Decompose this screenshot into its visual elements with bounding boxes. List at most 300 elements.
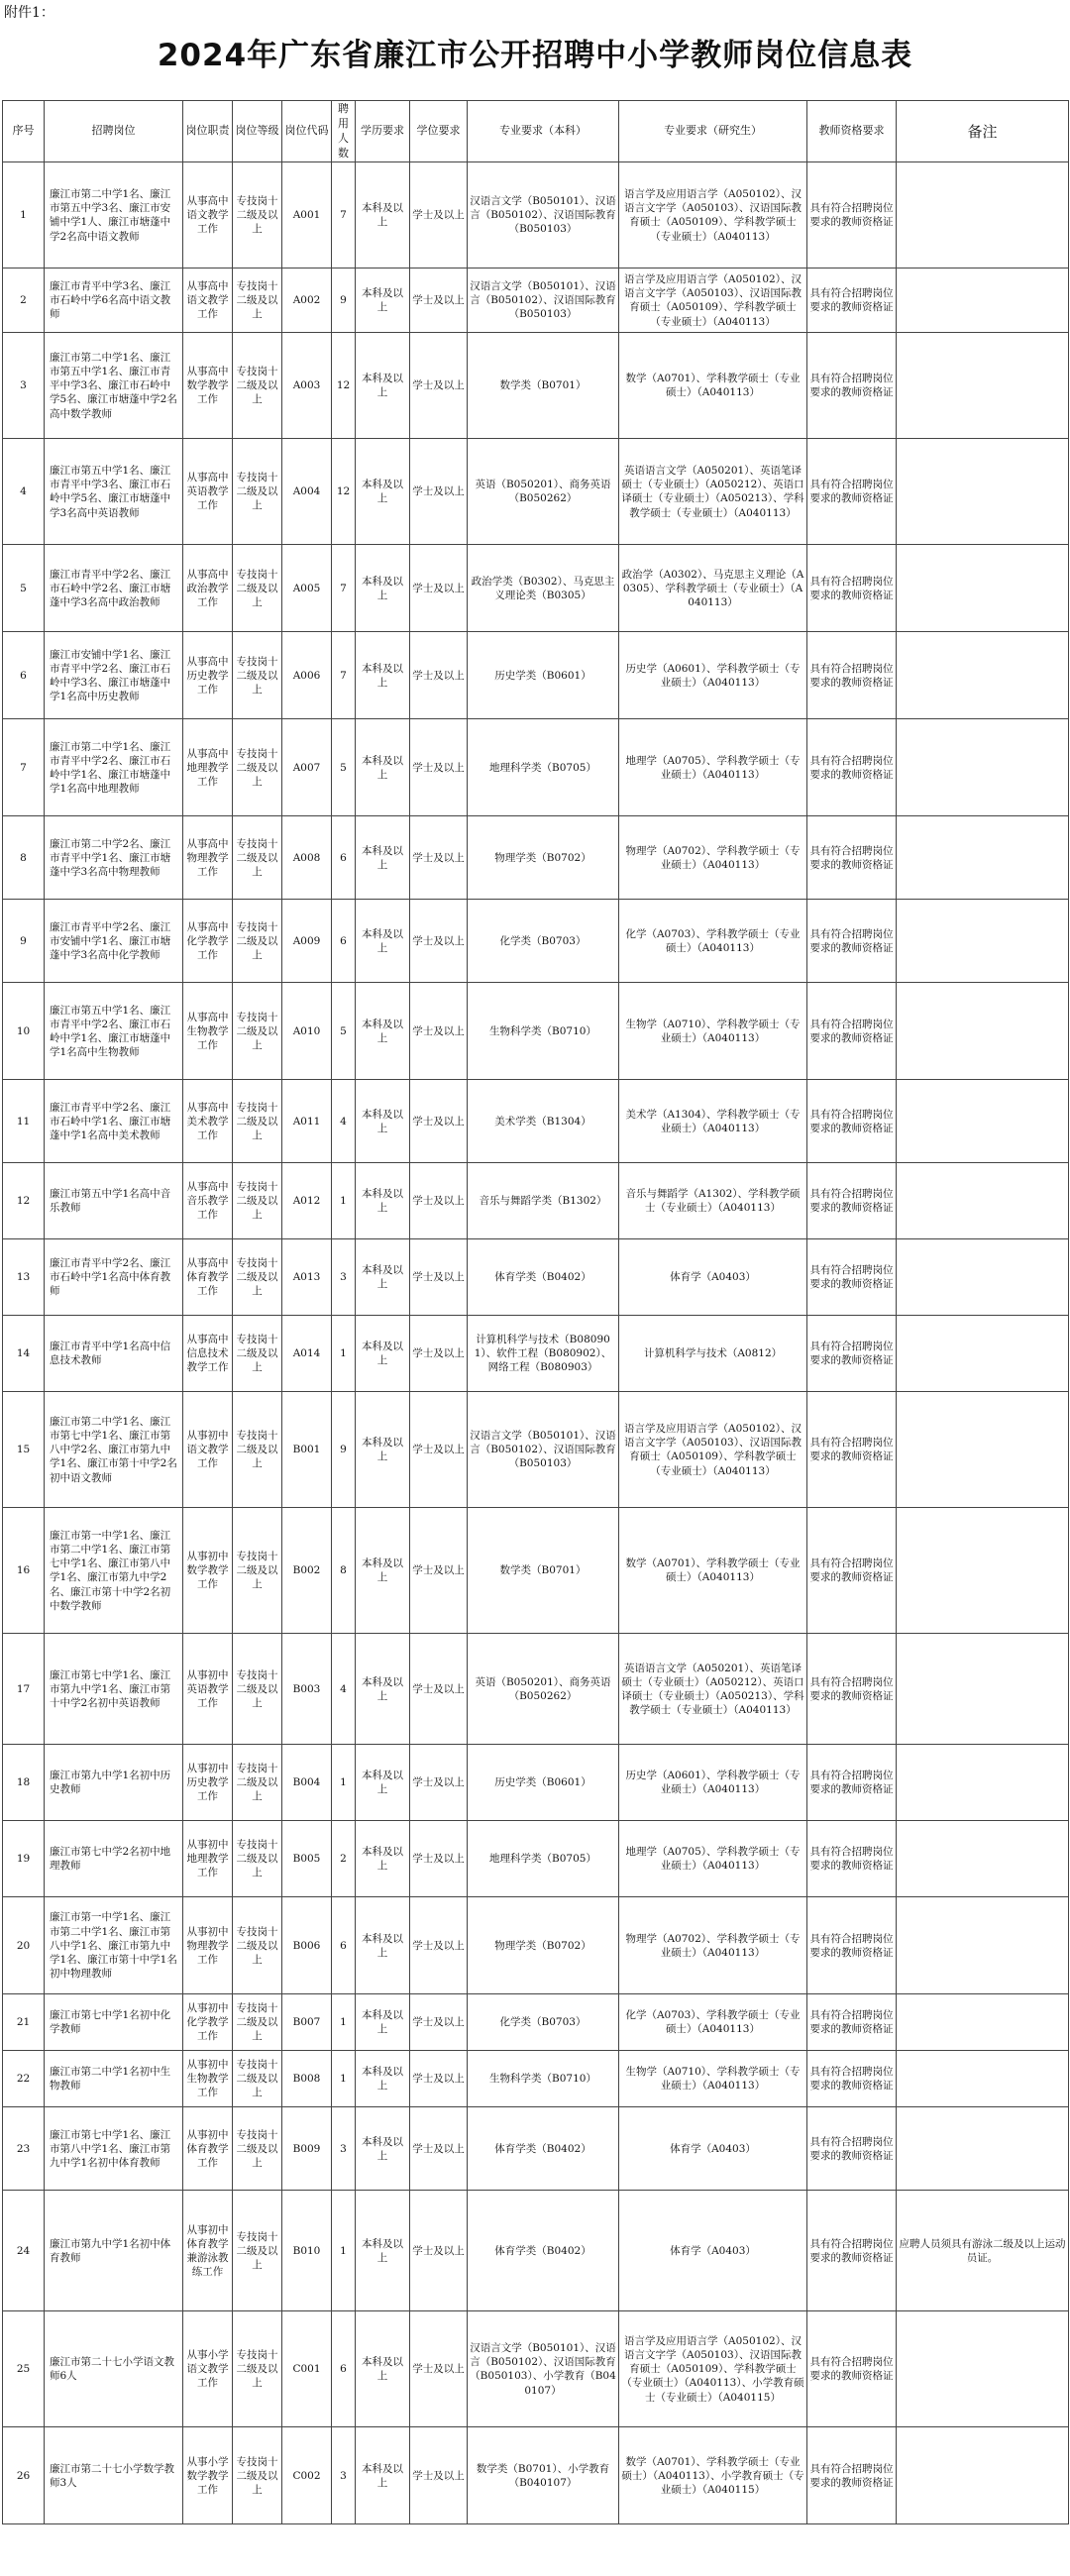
cell-remark bbox=[897, 2051, 1069, 2107]
cell-duty: 从事高中地理教学工作 bbox=[183, 719, 233, 816]
annex-label: 附件1： bbox=[4, 5, 54, 21]
cell-major-pg: 美术学（A1304）、学科教学硕士（专业硕士）（A040113） bbox=[619, 1080, 807, 1163]
cell-major-ug: 生物科学类（B0710） bbox=[468, 2051, 619, 2107]
cell-no: 3 bbox=[3, 333, 45, 439]
cell-code: B002 bbox=[282, 1508, 332, 1634]
cell-edu: 本科及以上 bbox=[356, 1239, 410, 1316]
table-row bbox=[3, 162, 1069, 268]
cell-cert: 具有符合招聘岗位要求的教师资格证 bbox=[807, 1239, 897, 1316]
cell-edu: 本科及以上 bbox=[356, 1994, 410, 2051]
cell-edu: 本科及以上 bbox=[356, 1316, 410, 1392]
cell-remark bbox=[897, 1897, 1069, 1994]
cell-major-ug: 地理科学类（B0705） bbox=[468, 719, 619, 816]
cell-no: 7 bbox=[3, 719, 45, 816]
cell-no: 11 bbox=[3, 1080, 45, 1163]
cell-post: 廉江市第二中学1名初中生物教师 bbox=[45, 2051, 183, 2107]
cell-cert: 具有符合招聘岗位要求的教师资格证 bbox=[807, 1163, 897, 1239]
cell-remark bbox=[897, 900, 1069, 983]
table-row bbox=[3, 2107, 1069, 2191]
cell-code: A008 bbox=[282, 816, 332, 900]
cell-level: 专技岗十二级及以上 bbox=[233, 2191, 282, 2311]
cell-major-ug: 汉语言文学（B050101）、汉语言（B050102）、汉语国际教育（B050103） bbox=[468, 268, 619, 333]
cell-cert: 具有符合招聘岗位要求的教师资格证 bbox=[807, 2107, 897, 2191]
cell-cert: 具有符合招聘岗位要求的教师资格证 bbox=[807, 268, 897, 333]
header-post: 招聘岗位 bbox=[45, 101, 183, 162]
cell-count: 5 bbox=[332, 719, 356, 816]
cell-level: 专技岗十二级及以上 bbox=[233, 2051, 282, 2107]
cell-major-pg: 体育学（A0403） bbox=[619, 2107, 807, 2191]
cell-no: 26 bbox=[3, 2427, 45, 2524]
cell-edu: 本科及以上 bbox=[356, 545, 410, 632]
cell-level: 专技岗十二级及以上 bbox=[233, 1634, 282, 1745]
cell-count: 12 bbox=[332, 333, 356, 439]
cell-level: 专技岗十二级及以上 bbox=[233, 983, 282, 1080]
cell-code: A002 bbox=[282, 268, 332, 333]
cell-duty: 从事高中历史教学工作 bbox=[183, 632, 233, 719]
cell-code: A005 bbox=[282, 545, 332, 632]
table-body bbox=[3, 162, 1069, 2524]
cell-level: 专技岗十二级及以上 bbox=[233, 2427, 282, 2524]
cell-major-pg: 体育学（A0403） bbox=[619, 1239, 807, 1316]
table-row bbox=[3, 1994, 1069, 2051]
cell-remark: 应聘人员须具有游泳二级及以上运动员证。 bbox=[897, 2191, 1069, 2311]
cell-major-ug: 化学类（B0703） bbox=[468, 1994, 619, 2051]
cell-cert: 具有符合招聘岗位要求的教师资格证 bbox=[807, 1745, 897, 1821]
cell-level: 专技岗十二级及以上 bbox=[233, 1239, 282, 1316]
cell-degree: 学士及以上 bbox=[410, 1745, 468, 1821]
cell-level: 专技岗十二级及以上 bbox=[233, 1316, 282, 1392]
cell-major-ug: 英语（B050201）、商务英语（B050262） bbox=[468, 439, 619, 545]
cell-no: 1 bbox=[3, 162, 45, 268]
cell-edu: 本科及以上 bbox=[356, 1634, 410, 1745]
cell-level: 专技岗十二级及以上 bbox=[233, 545, 282, 632]
cell-remark bbox=[897, 1634, 1069, 1745]
cell-degree: 学士及以上 bbox=[410, 983, 468, 1080]
table-row bbox=[3, 632, 1069, 719]
cell-remark bbox=[897, 983, 1069, 1080]
cell-post: 廉江市第二十七小学语文教师6人 bbox=[45, 2311, 183, 2427]
cell-degree: 学士及以上 bbox=[410, 2191, 468, 2311]
cell-level: 专技岗十二级及以上 bbox=[233, 268, 282, 333]
cell-edu: 本科及以上 bbox=[356, 1163, 410, 1239]
cell-no: 8 bbox=[3, 816, 45, 900]
table-row bbox=[3, 900, 1069, 983]
cell-count: 7 bbox=[332, 632, 356, 719]
cell-count: 9 bbox=[332, 1392, 356, 1508]
cell-no: 16 bbox=[3, 1508, 45, 1634]
cell-remark bbox=[897, 1994, 1069, 2051]
cell-major-ug: 生物科学类（B0710） bbox=[468, 983, 619, 1080]
cell-degree: 学士及以上 bbox=[410, 2051, 468, 2107]
table-row bbox=[3, 983, 1069, 1080]
cell-cert: 具有符合招聘岗位要求的教师资格证 bbox=[807, 1994, 897, 2051]
cell-major-pg: 语言学及应用语言学（A050102）、汉语言文字学（A050103）、汉语国际教育硕士（A050109）、学科教学硕士（专业硕士）（A040113） bbox=[619, 1392, 807, 1508]
cell-major-ug: 体育学类（B0402） bbox=[468, 2107, 619, 2191]
cell-major-pg: 生物学（A0710）、学科教学硕士（专业硕士）（A040113） bbox=[619, 983, 807, 1080]
cell-code: B004 bbox=[282, 1745, 332, 1821]
cell-duty: 从事初中英语教学工作 bbox=[183, 1634, 233, 1745]
cell-count: 6 bbox=[332, 900, 356, 983]
cell-code: B007 bbox=[282, 1994, 332, 2051]
cell-edu: 本科及以上 bbox=[356, 2051, 410, 2107]
cell-cert: 具有符合招聘岗位要求的教师资格证 bbox=[807, 1634, 897, 1745]
cell-remark bbox=[897, 2107, 1069, 2191]
cell-degree: 学士及以上 bbox=[410, 1821, 468, 1897]
cell-level: 专技岗十二级及以上 bbox=[233, 1994, 282, 2051]
cell-post: 廉江市第二中学1名、廉江市青平中学2名、廉江市石岭中学1名、廉江市塘蓬中学1名高中地理教师 bbox=[45, 719, 183, 816]
cell-count: 2 bbox=[332, 1821, 356, 1897]
cell-code: C001 bbox=[282, 2311, 332, 2427]
cell-duty: 从事初中历史教学工作 bbox=[183, 1745, 233, 1821]
cell-level: 专技岗十二级及以上 bbox=[233, 333, 282, 439]
cell-major-pg: 历史学（A0601）、学科教学硕士（专业硕士）（A040113） bbox=[619, 632, 807, 719]
cell-edu: 本科及以上 bbox=[356, 439, 410, 545]
cell-duty: 从事初中生物教学工作 bbox=[183, 2051, 233, 2107]
cell-major-pg: 地理学（A0705）、学科教学硕士（专业硕士）（A040113） bbox=[619, 719, 807, 816]
cell-remark bbox=[897, 545, 1069, 632]
cell-count: 1 bbox=[332, 1163, 356, 1239]
cell-level: 专技岗十二级及以上 bbox=[233, 1508, 282, 1634]
header-degree: 学位要求 bbox=[410, 101, 468, 162]
cell-degree: 学士及以上 bbox=[410, 1316, 468, 1392]
cell-cert: 具有符合招聘岗位要求的教师资格证 bbox=[807, 2427, 897, 2524]
cell-level: 专技岗十二级及以上 bbox=[233, 1392, 282, 1508]
cell-degree: 学士及以上 bbox=[410, 2311, 468, 2427]
header-edu: 学历要求 bbox=[356, 101, 410, 162]
cell-edu: 本科及以上 bbox=[356, 1821, 410, 1897]
cell-post: 廉江市青平中学2名、廉江市石岭中学2名、廉江市塘蓬中学3名高中政治教师 bbox=[45, 545, 183, 632]
cell-count: 8 bbox=[332, 1508, 356, 1634]
cell-degree: 学士及以上 bbox=[410, 2427, 468, 2524]
cell-no: 17 bbox=[3, 1634, 45, 1745]
cell-cert: 具有符合招聘岗位要求的教师资格证 bbox=[807, 333, 897, 439]
cell-count: 7 bbox=[332, 162, 356, 268]
cell-remark bbox=[897, 439, 1069, 545]
cell-code: A007 bbox=[282, 719, 332, 816]
cell-duty: 从事高中政治教学工作 bbox=[183, 545, 233, 632]
cell-remark bbox=[897, 1080, 1069, 1163]
cell-remark bbox=[897, 1508, 1069, 1634]
cell-post: 廉江市青平中学2名、廉江市安铺中学1名、廉江市塘蓬中学3名高中化学教师 bbox=[45, 900, 183, 983]
cell-degree: 学士及以上 bbox=[410, 632, 468, 719]
cell-major-pg: 语言学及应用语言学（A050102）、汉语言文字学（A050103）、汉语国际教育硕士（A050109）、学科教学硕士（专业硕士）（A040113）、小学教育硕士（专业硕士）（A040115） bbox=[619, 2311, 807, 2427]
cell-degree: 学士及以上 bbox=[410, 545, 468, 632]
header-cert: 教师资格要求 bbox=[807, 101, 897, 162]
header-duty: 岗位职责 bbox=[183, 101, 233, 162]
header-remark: 备注 bbox=[897, 101, 1069, 162]
cell-degree: 学士及以上 bbox=[410, 1897, 468, 1994]
cell-degree: 学士及以上 bbox=[410, 1080, 468, 1163]
cell-major-ug: 汉语言文学（B050101）、汉语言（B050102）、汉语国际教育（B050103）、小学教育（B040107） bbox=[468, 2311, 619, 2427]
cell-no: 4 bbox=[3, 439, 45, 545]
cell-count: 9 bbox=[332, 268, 356, 333]
cell-count: 3 bbox=[332, 2107, 356, 2191]
cell-major-ug: 体育学类（B0402） bbox=[468, 2191, 619, 2311]
cell-degree: 学士及以上 bbox=[410, 162, 468, 268]
cell-cert: 具有符合招聘岗位要求的教师资格证 bbox=[807, 2311, 897, 2427]
cell-duty: 从事初中体育教学兼游泳教练工作 bbox=[183, 2191, 233, 2311]
table-row bbox=[3, 2427, 1069, 2524]
cell-major-pg: 生物学（A0710）、学科教学硕士（专业硕士）（A040113） bbox=[619, 2051, 807, 2107]
cell-major-pg: 体育学（A0403） bbox=[619, 2191, 807, 2311]
cell-level: 专技岗十二级及以上 bbox=[233, 439, 282, 545]
cell-code: B003 bbox=[282, 1634, 332, 1745]
cell-major-pg: 语言学及应用语言学（A050102）、汉语言文字学（A050103）、汉语国际教育硕士（A050109）、学科教学硕士（专业硕士）（A040113） bbox=[619, 162, 807, 268]
cell-edu: 本科及以上 bbox=[356, 162, 410, 268]
cell-duty: 从事高中语文教学工作 bbox=[183, 162, 233, 268]
cell-degree: 学士及以上 bbox=[410, 900, 468, 983]
cell-no: 22 bbox=[3, 2051, 45, 2107]
cell-major-ug: 英语（B050201）、商务英语（B050262） bbox=[468, 1634, 619, 1745]
cell-count: 6 bbox=[332, 1897, 356, 1994]
cell-edu: 本科及以上 bbox=[356, 2107, 410, 2191]
cell-code: B001 bbox=[282, 1392, 332, 1508]
cell-degree: 学士及以上 bbox=[410, 719, 468, 816]
cell-major-pg: 计算机科学与技术（A0812） bbox=[619, 1316, 807, 1392]
cell-duty: 从事高中物理教学工作 bbox=[183, 816, 233, 900]
cell-remark bbox=[897, 2311, 1069, 2427]
cell-edu: 本科及以上 bbox=[356, 1080, 410, 1163]
cell-cert: 具有符合招聘岗位要求的教师资格证 bbox=[807, 632, 897, 719]
header-count: 聘用人数 bbox=[332, 101, 356, 162]
cell-remark bbox=[897, 1316, 1069, 1392]
cell-level: 专技岗十二级及以上 bbox=[233, 1745, 282, 1821]
cell-post: 廉江市第二中学2名、廉江市青平中学1名、廉江市塘蓬中学3名高中物理教师 bbox=[45, 816, 183, 900]
table-row bbox=[3, 1239, 1069, 1316]
cell-post: 廉江市青平中学3名、廉江市石岭中学6名高中语文教师 bbox=[45, 268, 183, 333]
cell-remark bbox=[897, 2427, 1069, 2524]
table-row bbox=[3, 439, 1069, 545]
cell-count: 1 bbox=[332, 1745, 356, 1821]
header-level: 岗位等级 bbox=[233, 101, 282, 162]
cell-edu: 本科及以上 bbox=[356, 1392, 410, 1508]
cell-post: 廉江市第二中学1名、廉江市第七中学1名、廉江市第八中学2名、廉江市第九中学1名、廉江市第十中学2名初中语文教师 bbox=[45, 1392, 183, 1508]
cell-duty: 从事初中体育教学工作 bbox=[183, 2107, 233, 2191]
table-row bbox=[3, 333, 1069, 439]
cell-edu: 本科及以上 bbox=[356, 2311, 410, 2427]
cell-post: 廉江市第二中学1名、廉江市第五中学3名、廉江市安铺中学1人、廉江市塘蓬中学2名高中语文教师 bbox=[45, 162, 183, 268]
table-row bbox=[3, 1392, 1069, 1508]
table-row bbox=[3, 1745, 1069, 1821]
header-major-ug: 专业要求（本科） bbox=[468, 101, 619, 162]
cell-count: 4 bbox=[332, 1634, 356, 1745]
cell-no: 2 bbox=[3, 268, 45, 333]
cell-degree: 学士及以上 bbox=[410, 816, 468, 900]
cell-edu: 本科及以上 bbox=[356, 268, 410, 333]
cell-post: 廉江市第七中学1名初中化学教师 bbox=[45, 1994, 183, 2051]
cell-count: 1 bbox=[332, 1316, 356, 1392]
cell-code: C002 bbox=[282, 2427, 332, 2524]
cell-cert: 具有符合招聘岗位要求的教师资格证 bbox=[807, 1316, 897, 1392]
cell-major-ug: 历史学类（B0601） bbox=[468, 1745, 619, 1821]
cell-degree: 学士及以上 bbox=[410, 1163, 468, 1239]
cell-edu: 本科及以上 bbox=[356, 2191, 410, 2311]
cell-cert: 具有符合招聘岗位要求的教师资格证 bbox=[807, 719, 897, 816]
cell-cert: 具有符合招聘岗位要求的教师资格证 bbox=[807, 2191, 897, 2311]
cell-edu: 本科及以上 bbox=[356, 719, 410, 816]
cell-remark bbox=[897, 719, 1069, 816]
table-row bbox=[3, 1316, 1069, 1392]
cell-degree: 学士及以上 bbox=[410, 1392, 468, 1508]
cell-remark bbox=[897, 1745, 1069, 1821]
cell-level: 专技岗十二级及以上 bbox=[233, 162, 282, 268]
cell-major-ug: 汉语言文学（B050101）、汉语言（B050102）、汉语国际教育（B050103） bbox=[468, 1392, 619, 1508]
cell-duty: 从事高中美术教学工作 bbox=[183, 1080, 233, 1163]
cell-duty: 从事高中信息技术教学工作 bbox=[183, 1316, 233, 1392]
cell-major-pg: 音乐与舞蹈学（A1302）、学科教学硕士（专业硕士）（A040113） bbox=[619, 1163, 807, 1239]
cell-level: 专技岗十二级及以上 bbox=[233, 816, 282, 900]
cell-edu: 本科及以上 bbox=[356, 1897, 410, 1994]
cell-post: 廉江市第二十七小学数学教师3人 bbox=[45, 2427, 183, 2524]
cell-count: 6 bbox=[332, 2311, 356, 2427]
cell-count: 6 bbox=[332, 816, 356, 900]
cell-duty: 从事小学语文教学工作 bbox=[183, 2311, 233, 2427]
cell-post: 廉江市第五中学1名高中音乐教师 bbox=[45, 1163, 183, 1239]
cell-code: A010 bbox=[282, 983, 332, 1080]
cell-degree: 学士及以上 bbox=[410, 1508, 468, 1634]
table-row bbox=[3, 1897, 1069, 1994]
cell-count: 1 bbox=[332, 2191, 356, 2311]
cell-cert: 具有符合招聘岗位要求的教师资格证 bbox=[807, 900, 897, 983]
cell-degree: 学士及以上 bbox=[410, 268, 468, 333]
cell-level: 专技岗十二级及以上 bbox=[233, 2311, 282, 2427]
cell-code: A011 bbox=[282, 1080, 332, 1163]
cell-count: 3 bbox=[332, 2427, 356, 2524]
cell-remark bbox=[897, 1239, 1069, 1316]
cell-cert: 具有符合招聘岗位要求的教师资格证 bbox=[807, 2051, 897, 2107]
cell-major-pg: 英语语言文学（A050201）、英语笔译硕士（专业硕士）（A050212）、英语口译硕士（专业硕士）（A050213）、学科教学硕士（专业硕士）（A040113） bbox=[619, 439, 807, 545]
cell-post: 廉江市青平中学2名、廉江市石岭中学1名、廉江市塘蓬中学1名高中美术教师 bbox=[45, 1080, 183, 1163]
cell-cert: 具有符合招聘岗位要求的教师资格证 bbox=[807, 1821, 897, 1897]
cell-edu: 本科及以上 bbox=[356, 2427, 410, 2524]
cell-major-pg: 英语语言文学（A050201）、英语笔译硕士（专业硕士）（A050212）、英语口译硕士（专业硕士）（A050213）、学科教学硕士（专业硕士）（A040113） bbox=[619, 1634, 807, 1745]
cell-major-pg: 物理学（A0702）、学科教学硕士（专业硕士）（A040113） bbox=[619, 816, 807, 900]
table-row bbox=[3, 719, 1069, 816]
cell-major-pg: 化学（A0703）、学科教学硕士（专业硕士）（A040113） bbox=[619, 900, 807, 983]
cell-no: 23 bbox=[3, 2107, 45, 2191]
table-row bbox=[3, 2051, 1069, 2107]
cell-code: A009 bbox=[282, 900, 332, 983]
cell-major-pg: 化学（A0703）、学科教学硕士（专业硕士）（A040113） bbox=[619, 1994, 807, 2051]
cell-edu: 本科及以上 bbox=[356, 816, 410, 900]
cell-code: A003 bbox=[282, 333, 332, 439]
cell-cert: 具有符合招聘岗位要求的教师资格证 bbox=[807, 162, 897, 268]
cell-duty: 从事初中物理教学工作 bbox=[183, 1897, 233, 1994]
cell-degree: 学士及以上 bbox=[410, 1994, 468, 2051]
cell-no: 6 bbox=[3, 632, 45, 719]
cell-degree: 学士及以上 bbox=[410, 333, 468, 439]
cell-major-ug: 地理科学类（B0705） bbox=[468, 1821, 619, 1897]
cell-major-pg: 语言学及应用语言学（A050102）、汉语言文字学（A050103）、汉语国际教育硕士（A050109）、学科教学硕士（专业硕士）（A040113） bbox=[619, 268, 807, 333]
cell-remark bbox=[897, 268, 1069, 333]
cell-duty: 从事高中数学教学工作 bbox=[183, 333, 233, 439]
cell-post: 廉江市第五中学1名、廉江市青平中学2名、廉江市石岭中学1名、廉江市塘蓬中学1名高中生物教师 bbox=[45, 983, 183, 1080]
cell-major-pg: 政治学（A0302）、马克思主义理论（A0305）、学科教学硕士（专业硕士）（A040113） bbox=[619, 545, 807, 632]
cell-major-ug: 数学类（B0701） bbox=[468, 333, 619, 439]
cell-edu: 本科及以上 bbox=[356, 983, 410, 1080]
cell-count: 7 bbox=[332, 545, 356, 632]
cell-level: 专技岗十二级及以上 bbox=[233, 900, 282, 983]
cell-no: 18 bbox=[3, 1745, 45, 1821]
cell-major-pg: 数学（A0701）、学科教学硕士（专业硕士）（A040113）、小学教育硕士（专业硕士）（A040115） bbox=[619, 2427, 807, 2524]
cell-no: 14 bbox=[3, 1316, 45, 1392]
cell-remark bbox=[897, 162, 1069, 268]
cell-no: 10 bbox=[3, 983, 45, 1080]
cell-edu: 本科及以上 bbox=[356, 1508, 410, 1634]
cell-duty: 从事高中英语教学工作 bbox=[183, 439, 233, 545]
cell-post: 廉江市第二中学1名、廉江市第五中学1名、廉江市青平中学3名、廉江市石岭中学5名、廉江市塘蓬中学2名高中数学教师 bbox=[45, 333, 183, 439]
cell-remark bbox=[897, 333, 1069, 439]
cell-major-ug: 音乐与舞蹈学类（B1302） bbox=[468, 1163, 619, 1239]
table-row bbox=[3, 1508, 1069, 1634]
cell-duty: 从事高中音乐教学工作 bbox=[183, 1163, 233, 1239]
cell-edu: 本科及以上 bbox=[356, 900, 410, 983]
cell-count: 1 bbox=[332, 1994, 356, 2051]
cell-duty: 从事高中化学教学工作 bbox=[183, 900, 233, 983]
cell-no: 25 bbox=[3, 2311, 45, 2427]
cell-remark bbox=[897, 632, 1069, 719]
cell-major-pg: 数学（A0701）、学科教学硕士（专业硕士）（A040113） bbox=[619, 1508, 807, 1634]
table-header-row bbox=[3, 101, 1069, 162]
cell-level: 专技岗十二级及以上 bbox=[233, 632, 282, 719]
cell-major-ug: 数学类（B0701） bbox=[468, 1508, 619, 1634]
cell-level: 专技岗十二级及以上 bbox=[233, 719, 282, 816]
table-row bbox=[3, 816, 1069, 900]
header-code: 岗位代码 bbox=[282, 101, 332, 162]
cell-major-ug: 汉语言文学（B050101）、汉语言（B050102）、汉语国际教育（B050103） bbox=[468, 162, 619, 268]
header-no: 序号 bbox=[3, 101, 45, 162]
cell-cert: 具有符合招聘岗位要求的教师资格证 bbox=[807, 983, 897, 1080]
cell-duty: 从事高中语文教学工作 bbox=[183, 268, 233, 333]
cell-count: 12 bbox=[332, 439, 356, 545]
cell-code: A004 bbox=[282, 439, 332, 545]
cell-edu: 本科及以上 bbox=[356, 333, 410, 439]
table-row bbox=[3, 545, 1069, 632]
cell-remark bbox=[897, 816, 1069, 900]
cell-code: A012 bbox=[282, 1163, 332, 1239]
page-title: 2024年广东省廉江市公开招聘中小学教师岗位信息表 bbox=[157, 38, 913, 73]
cell-count: 1 bbox=[332, 2051, 356, 2107]
cell-no: 24 bbox=[3, 2191, 45, 2311]
cell-post: 廉江市青平中学1名高中信息技术教师 bbox=[45, 1316, 183, 1392]
cell-level: 专技岗十二级及以上 bbox=[233, 2107, 282, 2191]
job-table bbox=[2, 100, 1069, 2524]
cell-major-pg: 数学（A0701）、学科教学硕士（专业硕士）（A040113） bbox=[619, 333, 807, 439]
table-row bbox=[3, 1821, 1069, 1897]
cell-cert: 具有符合招聘岗位要求的教师资格证 bbox=[807, 816, 897, 900]
cell-code: B009 bbox=[282, 2107, 332, 2191]
cell-cert: 具有符合招聘岗位要求的教师资格证 bbox=[807, 545, 897, 632]
cell-edu: 本科及以上 bbox=[356, 1745, 410, 1821]
cell-count: 3 bbox=[332, 1239, 356, 1316]
cell-major-ug: 物理学类（B0702） bbox=[468, 1897, 619, 1994]
cell-duty: 从事高中体育教学工作 bbox=[183, 1239, 233, 1316]
cell-major-ug: 计算机科学与技术（B080901）、软件工程（B080902）、网络工程（B080903） bbox=[468, 1316, 619, 1392]
cell-degree: 学士及以上 bbox=[410, 2107, 468, 2191]
cell-remark bbox=[897, 1163, 1069, 1239]
cell-no: 13 bbox=[3, 1239, 45, 1316]
cell-duty: 从事初中化学教学工作 bbox=[183, 1994, 233, 2051]
cell-post: 廉江市安铺中学1名、廉江市青平中学2名、廉江市石岭中学3名、廉江市塘蓬中学1名高中历史教师 bbox=[45, 632, 183, 719]
cell-no: 20 bbox=[3, 1897, 45, 1994]
cell-level: 专技岗十二级及以上 bbox=[233, 1821, 282, 1897]
cell-level: 专技岗十二级及以上 bbox=[233, 1080, 282, 1163]
cell-no: 9 bbox=[3, 900, 45, 983]
cell-code: B008 bbox=[282, 2051, 332, 2107]
cell-post: 廉江市第九中学1名初中体育教师 bbox=[45, 2191, 183, 2311]
cell-cert: 具有符合招聘岗位要求的教师资格证 bbox=[807, 1508, 897, 1634]
table-row bbox=[3, 2311, 1069, 2427]
